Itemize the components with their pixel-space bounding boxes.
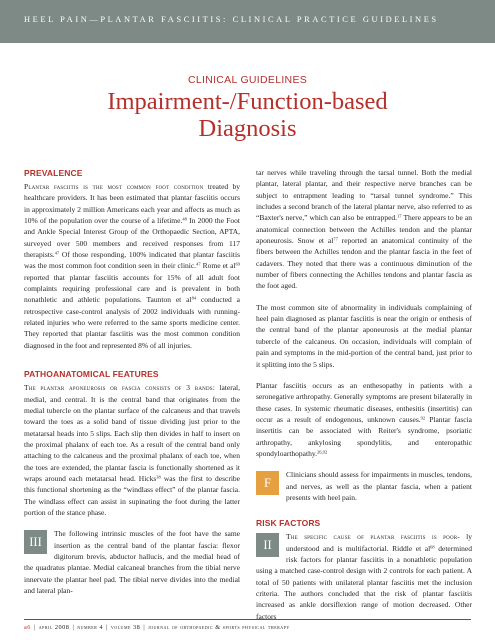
footer-issue-number: number 4 [77,624,104,631]
risk-factors-heading: RISK FACTORS [256,518,321,529]
prevalence-heading: PREVALENCE [24,168,83,178]
citation: 47 [54,250,60,256]
citation: 77 [333,236,338,242]
anatomy-text: There appears to be an anatomical connection between the Achilles tendon and the plantar aponeurosis. Snow et al [256,213,472,246]
citation: 38 [156,474,161,480]
footer-separator: | [143,624,146,631]
footer-separator: | [106,624,108,631]
citation: 92 [420,415,426,421]
section-kicker: CLINICAL GUIDELINES [187,74,308,86]
evidence-level-badge: II [256,533,279,557]
pathoanatomical-paragraph-1 [24,382,240,518]
citation: 26,92 [316,449,328,455]
citation: 69 [235,261,240,267]
prevalence-paragraph [24,181,240,351]
risk-factors-text: determined risk factors for plantar fasciitis in a nonathletic population using a matched case-control design with 2 controls for each patient. A total of 50 patients with unilateral plantar fasciitis met the inclusion criteria. The authors concluded that the risk of plantar fasciitis increased as ankle dorsiflexion range of motion decreased. Other factors [256,543,472,621]
pathoanatomical-heading: PATHOANATOMICAL FEATURES [24,369,159,380]
prevalence-text: treated by healthcare providers. It has been estimated that plantar fasciitis occurs in approximately 2 million Americans each year and affects as much as 10% of the population over the course of a lifetime. [24,182,240,226]
footer-rule [24,619,471,620]
running-header-title: HEEL PAIN—PLANTAR FASCIITIS: CLINICAL PRACTICE GUIDELINES [24,15,439,24]
risk-factors-lead-in: The specific cause of plantar fasciitis is poor- [286,532,460,542]
enthesopathy-text: Plantar fasciitis occurs as an enthesopathy in patients with a seronegative arthropathy. Generally symptoms are present bilaterally in these cases. In systemic rheumatic diseases, enthesitis (insertitis) can occur as a result of endogenous, unknown causes. [256,380,472,424]
page-number: a6 [24,624,31,631]
anatomy-text: tar nerves while traveling through the tarsal tunnel. Both the medial plantar, lateral plantar, and their respective nerve branches can be subject to entrapment leading to “tarsal tunnel syndrome.” This includes a second branch of the lateral plantar nerve, also referred to as “Baxter's nerve,” which can also be entrapped. [256,168,472,223]
enthesopathy-paragraph [256,380,472,459]
prevalence-text: Of those responding, 100% indicated that plantar fasciitis was the most common foot condition seen in their clinic. [24,250,240,271]
footer-separator: | [33,624,36,631]
footer-separator: | [72,624,75,631]
anatomy-continued-paragraph [256,167,472,292]
prevalence-text: reported that plantar fasciitis accounts for 15% of all adult foot complaints requiring professional care and is prevalent in both nonathletic and athletic populations. Taunton et al [24,272,240,305]
article-title [0,88,495,142]
evidence-level-badge: III [24,530,47,554]
pathoanatomical-text: was the first to describe this functional shortening as the “windlass effect” of the plantar fascia. The windlass effect can assist in supinating the foot during the latter portion of the stance phase. [24,473,240,517]
citation: 47 [196,261,201,267]
anatomy-text: reported an anatomical continuity of the fibers between the Achilles tendon and the plantar fascia in the feet of cadavers. They noted that there was a continuous diminution of the number of fibers connecting the Achilles tendons and plantar fascia as the foot aged. [256,236,472,291]
footer-date: april 2008 [38,624,70,631]
citation: 84 [191,295,197,301]
pathoanatomical-paragraph-2: The following intrinsic muscles of the foot have the same insertion as the central band of the plantar fascia: flexor digitorum brevis, abductor hallucis, and the medial head of the quadratus plantae. Medial calcaneal branches from the tibial nerve innervate the plantar heel pad. The tibial nerve divides into the medial and lateral plan- [24,529,240,595]
prevalence-lead-in: Plantar fasciitis is the most common foot condition [24,182,204,191]
running-header-bar [0,0,495,43]
footer-journal-name: journal of orthopaedic & sports physical therapy [148,624,290,631]
pathoanatomical-lead-in: The plantar aponeurosis or fascia consists of 3 bands: [24,383,216,393]
article-title-line-2: Diagnosis [198,115,297,142]
citation: 68 [430,544,435,550]
citation: 17 [397,213,402,219]
left-column [24,167,240,596]
right-column [256,167,472,622]
citation: 48 [182,216,187,222]
abnormality-site-paragraph: The most common site of abnormality in individuals complaining of heel pain diagnosed as plantar fasciitis is near the origin or enthesis of the central band of the plantar aponeurosis at the medial plantar tubercle of the calcaneus. On occasion, individuals will complain of pain and symptoms in the mid-portion of the central band, just prior to it splitting into the 5 slips. [256,302,472,369]
footer-volume: volume 38 [110,624,141,631]
recommendation-paragraph: Clinicians should assess for impairments in muscles, tendons, and nerves, as well as the plantar fascia, when a patient presents with heel pain. [286,470,472,502]
risk-factors-paragraph [256,531,472,622]
prevalence-text: Rome et al [200,261,236,271]
grade-f-badge: F [256,471,279,495]
enthesopathy-text: Plantar fascia insertitis can be associated with Reiter's syndrome, psoriatic arthropathy, ankylosing spondylitis, and enteropathic spondyloarthopathy. [256,414,472,458]
risk-factors-text: ly understood and is multifactorial. Riddle et al [286,532,472,553]
article-title-line-1: Impairment-/Function-based [107,88,388,115]
pathoanatomical-text: lateral, medial, and central. It is the central band that originates from the medial tubercle on the plantar surface of the calcaneus and that travels toward the toes as a solid band of tissue dividing just prior to the metatarsal heads into 5 slips. Each slip then divides in half to insert on the proximal phalanx of each toe. As a result of the central band only attaching to the calcaneus and the proximal phalanx of each toe, when the toes are extended, the plantar fascia is functionally shortened as it wraps around each metatarsal head. Hicks [24,383,240,483]
prevalence-text: conducted a retrospective case-control analysis of 2002 individuals with running-related injuries who were referred to the same sports medicine center. They reported that plantar fasciitis was the most common condition diagnosed in the foot and represented 8% of all injuries. [24,295,240,350]
page-footer [24,624,290,631]
prevalence-text: In 2000 the Foot and Ankle Special Interest Group of the Orthopaedic Section, APTA, surveyed over 500 members and received responses from 117 therapists. [24,216,240,260]
